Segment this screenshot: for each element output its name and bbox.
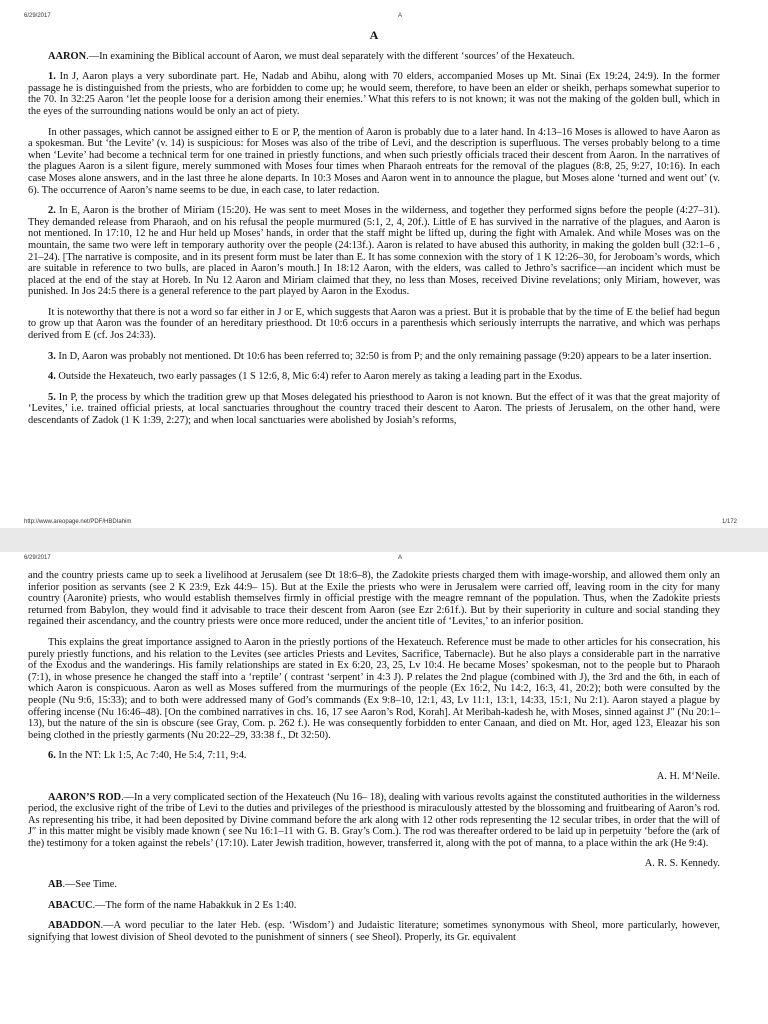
page-separator	[0, 528, 768, 552]
paragraph-text: .—A word peculiar to the later Heb. (esp. ‘Wisdom’) and Judaistic literature; sometimes synonymous with Sheol, more particularly, however, signifying that lowest division of Sheol devoted to the punishment of sinners ( see Sheol). Properly, its Gr. equivalent	[28, 920, 720, 943]
article-paragraph	[28, 392, 720, 427]
entry-headword: ABADDON	[48, 920, 101, 932]
page-1-paragraphs	[28, 51, 720, 427]
page-header-title: A	[398, 13, 403, 19]
article-paragraph	[28, 71, 720, 117]
article-paragraph	[28, 351, 720, 363]
page-header-title: A	[398, 555, 403, 561]
paragraph-text: .—In a very complicated section of the Hexateuch (Nu 16– 18), dealing with various revolts against the constituted authorities in the wilderness period, the exclusive right of the tribe of Levi to the duties and privileges of the priesthood is miraculously attested by the blossoming and fruitbearing of Aaron’s rod. As representing his tribe, it had been deposited by Divine command before the ark along with 12 other rods representing the 12 secular tribes, in order that the will of J″ in this matter might be visibly made known ( see Nu 16:1–11 with G. B. Gray’s Com.). The rod was thereafter ordered to be laid up in perpetuity ‘before the (ark of the) testimony for a token against the rebels’ (17:10). Later Jewish tradition, however, transferred it, along with the pot of manna, to a place within the ark (He 9:4).	[28, 791, 720, 849]
paragraph-text: This explains the great importance assigned to Aaron in the priestly portions of the Hexateuch. Reference must be made to other articles for his consecration, his purely priestly functions, and his relation to the Levites (see articles Priests and Levites, Sacrifice, Tabernacle). But he also plays a considerable part in the narrative of the Exodus and the wanderings. His family relationships are stated in Ex 6:20, 23, 25, Lv 10:4. He became Moses’ spokesman, not to the people but to Pharaoh (7:1), in whose presence he changed the staff into a ‘reptile’ ( contrast ‘serpent’ in 4:3 J). P relates the 2nd plague (combined with J), the 3rd and the 6th, in each of which Aaron is conspicuous. Aaron as well as Moses suffered from the murmurings of the people (Ex 16:2, Nu 14:2, 16:3, 41, 20:2); both were consulted by the people (Nu 9:6, 15:33); and to both were addressed many of God’s commands (Ex 9:8–10, 12:1, 43, Lv 11:1, 13:1, 14:33, 15:1, Nu 2:1). Aaron stayed a plague by offering incense (Nu 16:46–48). [On the combined narratives in chs. 16, 17 see Aaron’s Rod, Korah]. At Meribah-kadesh he, with Moses, sinned against J″ (Nu 20:1–13), but the nature of the sin is obscure (see Gray, Com. p. 262 f.). He was consequently forbidden to enter Canaan, and died on Mt. Hor, aged 123, Eleazar his son being clothed in the priestly garments (Nu 20:22–29, 33:38 f., Dt 32:50).	[28, 636, 720, 741]
article-paragraph	[28, 371, 720, 383]
page-header-date: 6/29/2017	[24, 13, 51, 19]
article-paragraph	[28, 879, 720, 891]
paragraph-text: A. R. S. Kennedy.	[644, 858, 720, 870]
paragraph-text: In P, the process by which the tradition grew up that Moses delegated his priesthood to Aaron is not known. But the effect of it was that the great majority of ‘Levites,’ i.e. trained official priests, at local sanctuaries throughout the country traced their descent to Aaron. The priests of Jerusalem, on the other hand, were descendants of Zadok (1 K 1:39, 2:27); and when local sanctuaries were abolished by Josiah’s reforms,	[28, 391, 720, 427]
paragraph-text: It is noteworthy that there is not a word so far either in J or E, which suggests that Aaron was a priest. But it is probable that by the time of E the belief had begun to grow up that Aaron was the founder of an hereditary priesthood. Dt 10:6 occurs in a parenthesis which seriously interrupts the narrative, and which was perhaps derived from E (cf. Jos 24:33).	[28, 306, 720, 342]
entry-headword: 2.	[48, 205, 56, 217]
article-paragraph	[28, 307, 720, 342]
entry-headword: 5.	[48, 391, 56, 403]
entry-headword: 3.	[48, 350, 56, 362]
page-2-body	[28, 570, 720, 952]
paragraph-text: In E, Aaron is the brother of Miriam (15:20). He was sent to meet Moses in the wilderness, and together they performed signs before the people (4:27–31). They demanded release from Pharaoh, and on his refusal the people murmured (5:1, 2, 4, 20f.). Little of E has survived in the narrative of the plagues, and Aaron is not mentioned. In 17:10, 12 he and Hur held up Moses’ hands, in order that the staff might be lifted up, during the fight with Amalek. And while Moses was on the mountain, the same two were left in temporary authority over the people (24:13f.). Aaron is related to have abused this authority, in making the golden bull (32:1–6 , 21–24). [The narrative is composite, and in its present form must be later than E. It has some connexion with the story of 1 K 12:26–30, for Jeroboam’s words, which are suitable in reference to two bulls, are placed in Aaron’s mouth.] In 18:12 Aaron, with the elders, was called to Jethro’s sacrifice—an incident which must be placed at the end of the stay at Horeb. In Nu 12 Aaron and Miriam claimed that they, no less than Moses, received Divine revelations; only Miriam, however, was punished. In Jos 24:5 there is a general reference to the part played by Aaron in the Exodus.	[28, 205, 720, 298]
paragraph-text: Outside the Hexateuch, two early passages (1 S 12:6, 8, Mic 6:4) refer to Aaron merely as taking a leading part in the Exodus.	[55, 371, 583, 383]
entry-headword: AARON’S ROD	[48, 791, 122, 803]
article-paragraph	[28, 750, 720, 762]
paragraph-text: In other passages, which cannot be assigned either to E or P, the mention of Aaron is probably due to a later hand. In 4:13–16 Moses is allowed to have Aaron as a spokesman. But ‘the Levite’ (v. 14) is suspicious: for Moses was also of the tribe of Levi, and the description is superfluous. The verses probably belong to a time when ‘Levite’ had become a technical term for one trained in priestly functions, and when such priestly officials traced their descent from Aaron. In the narratives of the plagues Aaron is a silent figure, merely summoned with Moses four times when Pharaoh entreats for the removal of the plagues (8:8, 25, 9:27, 10:16). In each case Moses alone answers, and in the last three he alone departs. In 10:3 Moses and Aaron went in to announce the plague, but Moses alone ‘turned and went out’ (v. 6). The occurrence of Aaron’s name seems to be due, in each case, to later redaction.	[28, 126, 720, 196]
article-paragraph	[28, 792, 720, 850]
paragraph-text: .—See Time.	[62, 879, 117, 891]
article-paragraph	[28, 51, 720, 63]
page-footer-number: 1/172	[722, 519, 738, 525]
paragraph-text: and the country priests came up to seek a livelihood at Jerusalem (see Dt 18:6–8), the Zadokite priests charged them with image-worship, and allowed them only an inferior position as servants (see 2 K 23:9, Ezk 44:9– 15). But at the Exile the priests who were in Jerusalem were carried off, leaving room in the city for many country (Aaronite) priests, who would establish themselves firmly in official prestige with the meagre remnant of the population. Thus, when the Zadokite priests returned from Babylon, they would find it advisable to trace their descent from Aaron (see Ezr 2:61f.). But by their superiority in culture and social standing they regained their ascendancy, and the country priests were once more reduced, under the ancient title of ‘Levites,’ to an inferior position.	[28, 570, 720, 628]
article-paragraph	[28, 920, 720, 943]
author-signature	[28, 771, 720, 783]
entry-headword: AB	[48, 879, 63, 891]
entry-headword: 4.	[48, 371, 56, 383]
document-page-2	[0, 552, 768, 1024]
entry-headword: 6.	[48, 750, 56, 762]
page-1-body	[28, 30, 720, 436]
entry-headword: ABACUC	[48, 899, 93, 911]
article-paragraph	[28, 900, 720, 912]
paragraph-text: .—In examining the Biblical account of Aaron, we must deal separately with the different ‘sources’ of the Hexateuch.	[86, 50, 575, 62]
paragraph-text: In D, Aaron was probably not mentioned. Dt 10:6 has been referred to; 32:50 is from P; and the only remaining passage (9:20) appears to be a later insertion.	[55, 350, 712, 362]
entry-headword: AARON	[48, 50, 87, 62]
entry-headword: 1.	[48, 71, 56, 83]
article-paragraph	[28, 637, 720, 741]
paragraph-text: In the NT: Lk 1:5, Ac 7:40, He 5:4, 7:11, 9:4.	[55, 750, 247, 762]
author-signature	[28, 858, 720, 870]
page-2-paragraphs	[28, 570, 720, 943]
section-letter: A	[369, 28, 379, 42]
article-paragraph	[28, 570, 720, 628]
page-footer-url[interactable]: http://www.areopage.net/PDF/HBDIahim	[24, 519, 132, 525]
paragraph-text: A. H. M‘Neile.	[656, 770, 720, 782]
page-header-date: 6/29/2017	[24, 555, 51, 561]
paragraph-text: .—The form of the name Habakkuk in 2 Es 1:40.	[92, 899, 297, 911]
article-paragraph	[28, 127, 720, 197]
article-paragraph	[28, 205, 720, 298]
paragraph-text: In J, Aaron plays a very subordinate part. He, Nadab and Abihu, along with 70 elders, accompanied Moses up Mt. Sinai (Ex 19:24, 24:9). In the former passage he is distinguished from the priests, who are forbidden to come up; he would seem, therefore, to have been an elder or sheikh, perhaps somewhat superior to the 70. In 32:25 Aaron ‘let the people loose for a derision among their enemies.’ What this refers to is not known; it was not the making of the golden bull, which in the eyes of the surrounding nations would be only an act of piety.	[28, 71, 720, 117]
